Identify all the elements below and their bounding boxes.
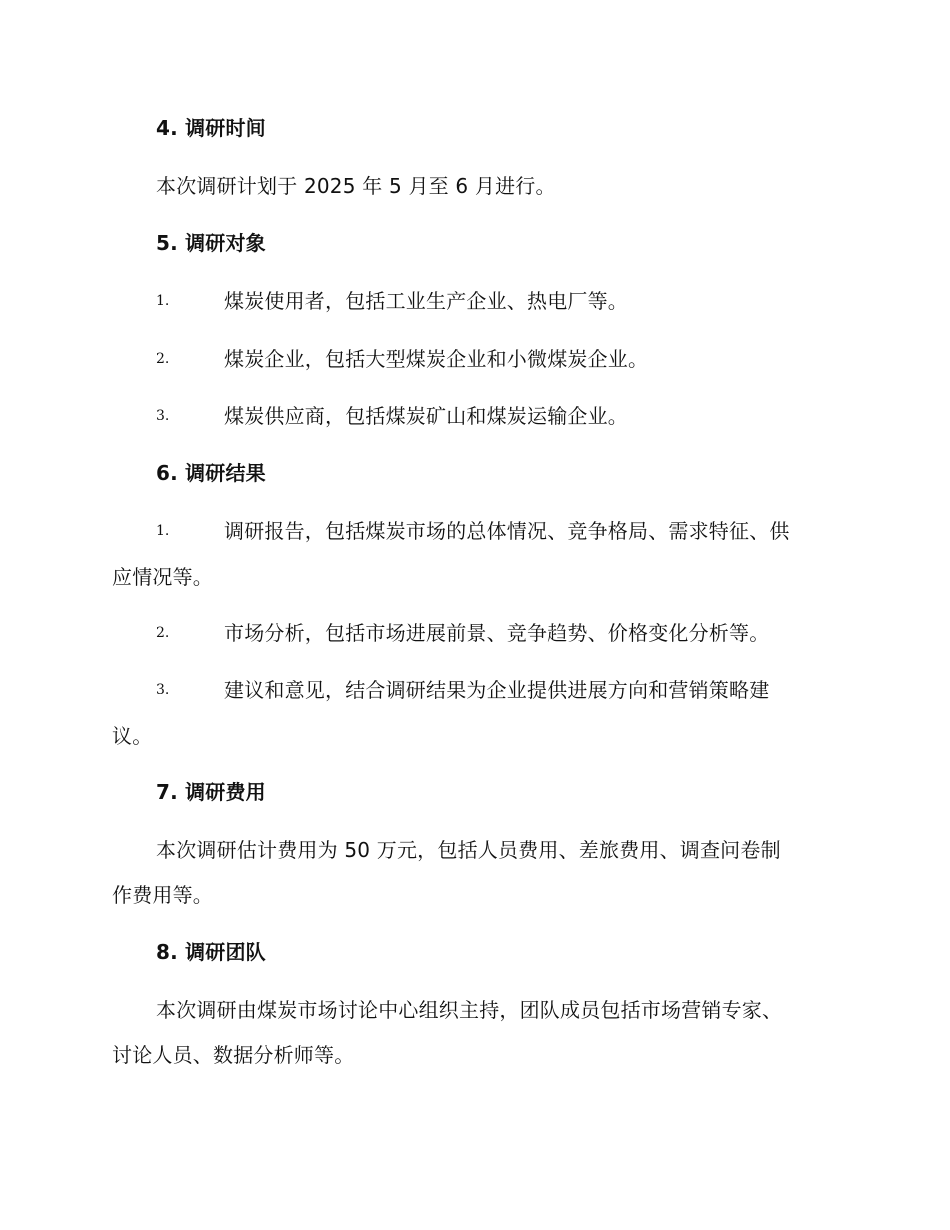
section-heading-cost: 7. 调研费用	[156, 780, 266, 804]
section-heading-subjects: 5. 调研对象	[156, 231, 266, 255]
team-paragraph-line-1: 本次调研由煤炭市场讨论中心组织主持，团队成员包括市场营销专家、	[156, 998, 783, 1022]
list-item-text: 调研报告，包括煤炭市场的总体情况、竞争格局、需求特征、供	[224, 519, 790, 543]
list-item-continuation: 议。	[112, 724, 153, 748]
list-item-number: 2.	[156, 351, 170, 367]
cost-paragraph-line-2: 作费用等。	[112, 883, 213, 907]
list-item-continuation: 应情况等。	[112, 565, 213, 589]
list-item-text: 市场分析，包括市场进展前景、竞争趋势、价格变化分析等。	[224, 621, 770, 645]
section-heading-results: 6. 调研结果	[156, 461, 266, 485]
list-item-text: 煤炭使用者，包括工业生产企业、热电厂等。	[224, 289, 628, 313]
list-item-number: 2.	[156, 625, 170, 641]
list-item-number: 1.	[156, 523, 170, 539]
list-item-number: 3.	[156, 682, 170, 698]
list-item-text: 煤炭企业，包括大型煤炭企业和小微煤炭企业。	[224, 347, 649, 371]
section-heading-time: 4. 调研时间	[156, 116, 266, 140]
list-item-text: 煤炭供应商，包括煤炭矿山和煤炭运输企业。	[224, 404, 628, 428]
list-item-number: 1.	[156, 293, 170, 309]
cost-paragraph-line-1: 本次调研估计费用为 50 万元，包括人员费用、差旅费用、调查问卷制	[156, 838, 781, 862]
section-heading-team: 8. 调研团队	[156, 940, 266, 964]
list-item-number: 3.	[156, 408, 170, 424]
time-paragraph: 本次调研计划于 2025 年 5 月至 6 月进行。	[156, 174, 556, 198]
list-item-text: 建议和意见，结合调研结果为企业提供进展方向和营销策略建	[224, 678, 770, 702]
team-paragraph-line-2: 讨论人员、数据分析师等。	[112, 1043, 355, 1067]
